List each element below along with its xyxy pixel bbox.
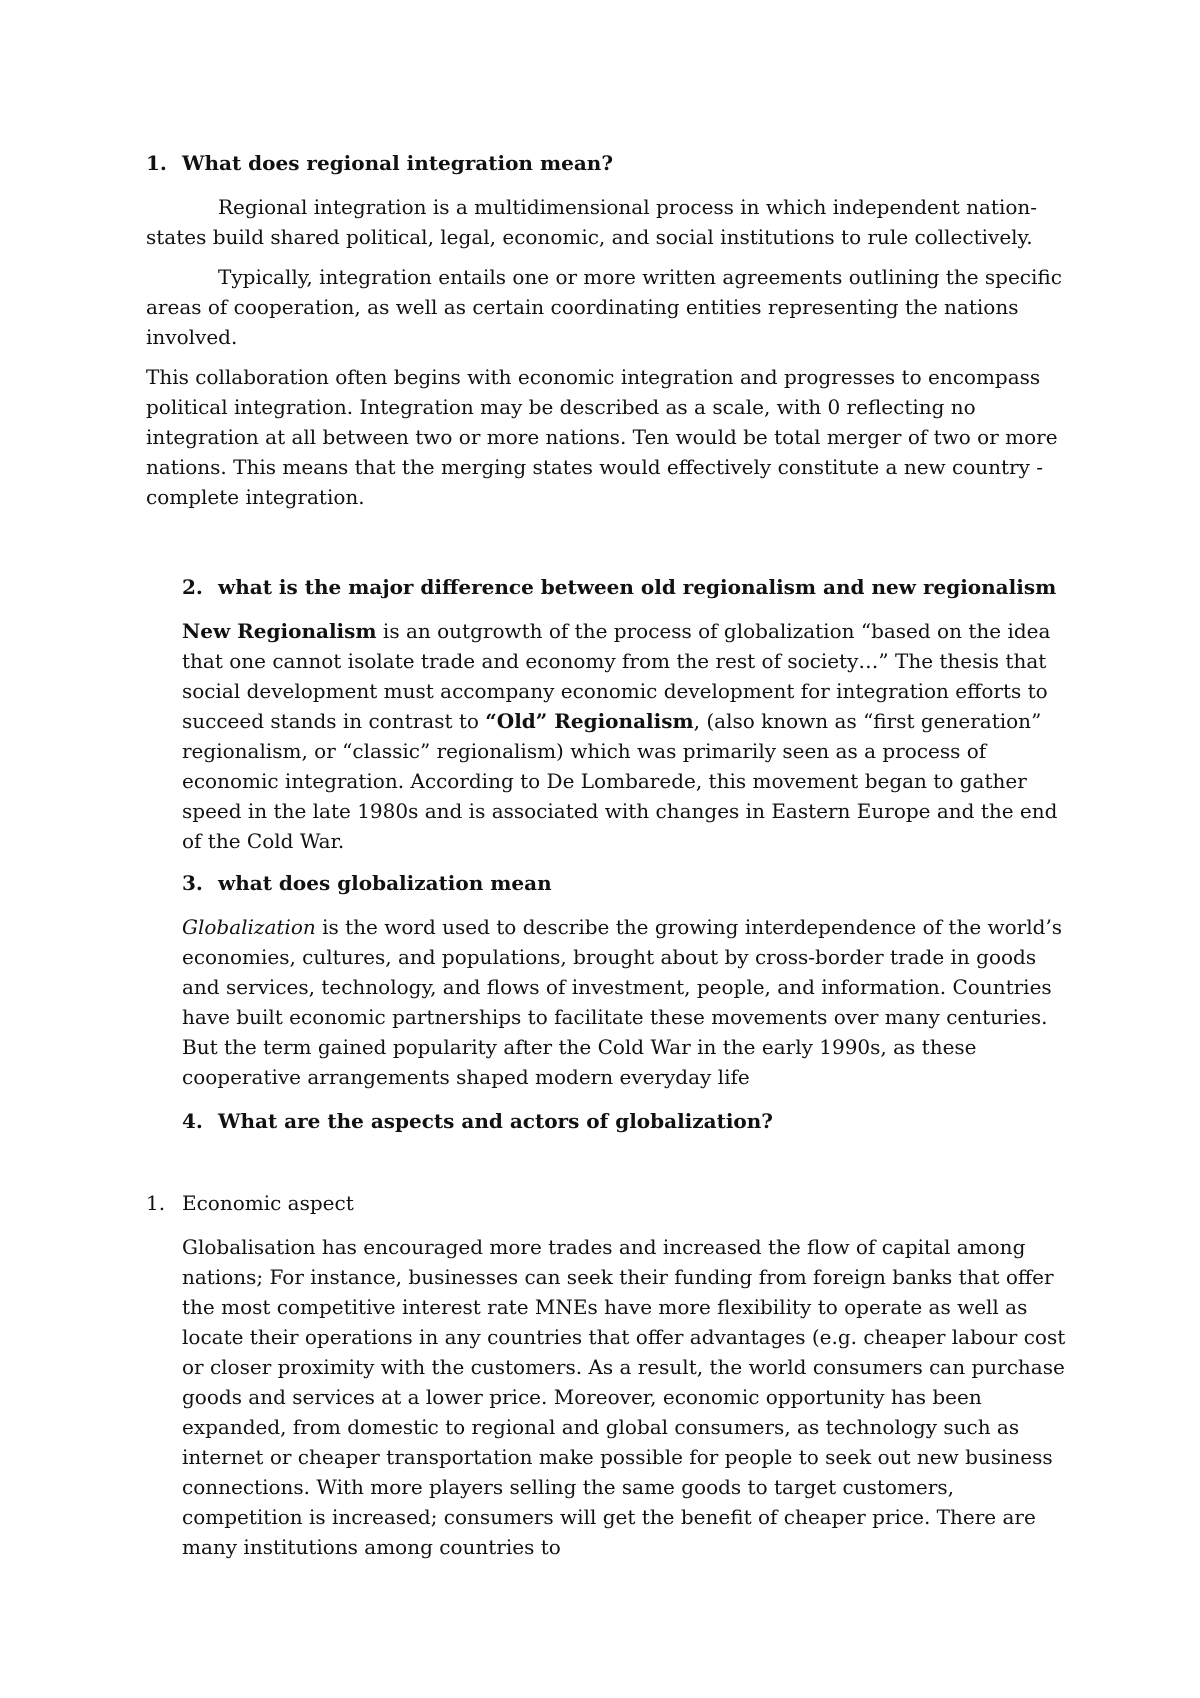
economic-aspect-heading [146,1188,1066,1218]
term-new-regionalism: New Regionalism [182,619,377,643]
question-2-text: what is the major difference between old regionalism and new regionalism [218,575,1057,599]
question-1-heading [146,148,1066,178]
term-globalization: Globalization [182,915,316,939]
q1-paragraph-3: This collaboration often begins with economic integration and progresses to encompass political integration. Integration may be described as a scale, with 0 reflecting no integration at all between two or more nations. Ten would be total merger of two or more nations. This means that the merging states would effectively constitute a new country - complete integration. [146,365,1058,509]
question-3-heading [182,868,1066,898]
question-4-text: What are the aspects and actors of globalization? [218,1109,774,1133]
q2-text-b: , (also known as “first generation” regionalism, or “classic” regionalism) which was primarily seen as a process of economic integration. According to De Lombarede, this movement began to gather speed in the late 1980s and is associated with changes in Eastern Europe and the end of the Cold War. [182,709,1058,853]
question-4-heading [182,1106,1066,1136]
economic-aspect-paragraph: Globalisation has encouraged more trades and increased the flow of capital among nations; For instance, businesses can seek their funding from foreign banks that offer the most competitive interest rate MNEs have more flexibility to operate as well as locate their operations in any countries that offer advantages (e.g. cheaper labour cost or closer proximity with the customers. As a result, the world consumers can purchase goods and services at a lower price. Moreover, economic opportunity has been expanded, from domestic to regional and global consumers, as technology such as internet or cheaper transportation make possible for people to seek out new business connections. With more players selling the same goods to target customers, competition is increased; consumers will get the benefit of cheaper price. There are many institutions among countries to [182,1235,1066,1559]
question-4-number: 4. [182,1109,203,1133]
question-3-text: what does globalization mean [218,871,552,895]
question-2-number: 2. [182,575,203,599]
economic-aspect-title: Economic aspect [182,1191,354,1215]
q1-paragraph-2: Typically, integration entails one or more written agreements outlining the specific areas of cooperation, as well as certain coordinating entities representing the nations involved. [146,265,1062,349]
q3-text: is the word used to describe the growing interdependence of the world’s economies, cultures, and populations, brought about by cross-border trade in goods and services, technology, and flows of investment, people, and information. Countries have built economic partnerships to facilitate these movements over many centuries. But the term gained popularity after the Cold War in the early 1990s, as these cooperative arrangements shaped modern everyday life [182,915,1063,1089]
question-1-text: What does regional integration mean? [182,151,614,175]
q2-paragraph [182,616,1066,856]
q2-text-a: is an outgrowth of the process of globalization “based on the idea that one cannot isolate trade and economy from the rest of society…” The thesis that social development must accompany economic development for integration efforts to succeed stands in contrast to [182,619,1051,733]
document-body [146,148,1066,1562]
question-2-heading [182,572,1066,602]
question-3-number: 3. [182,871,203,895]
q1-paragraph-1: Regional integration is a multidimensional process in which independent nation-states build shared political, legal, economic, and social institutions to rule collectively. [146,195,1038,249]
economic-aspect-number: 1. [146,1191,166,1215]
term-old-regionalism: “Old” Regionalism [485,709,694,733]
q3-paragraph [182,912,1066,1092]
question-1-number: 1. [146,151,167,175]
